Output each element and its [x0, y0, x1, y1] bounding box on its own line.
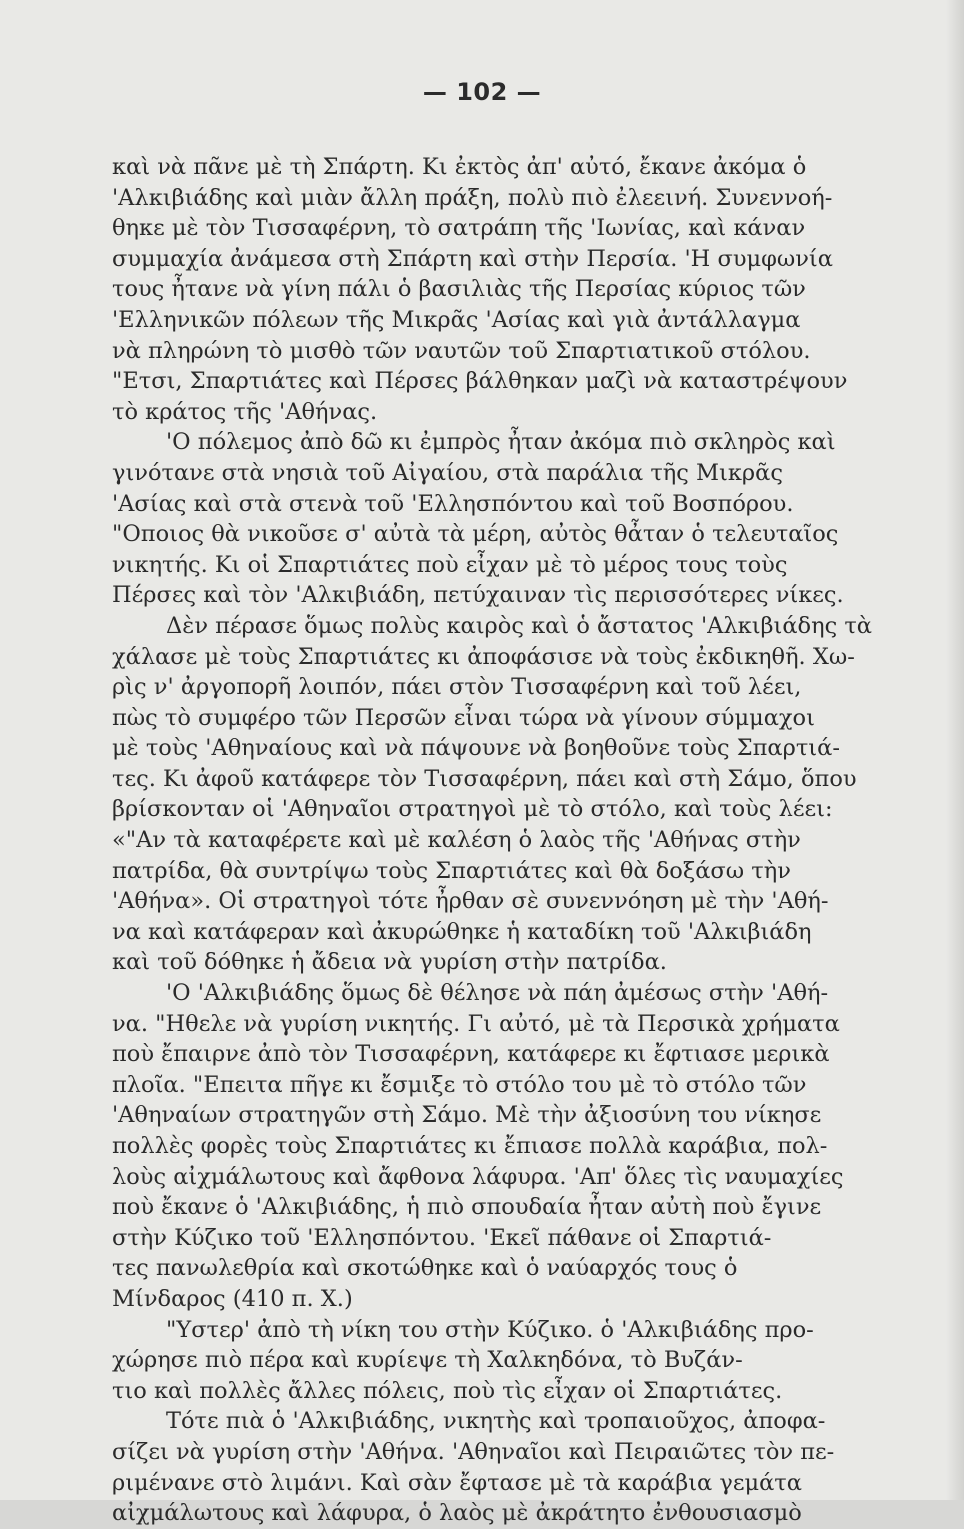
text-line: καὶ νὰ πᾶνε μὲ τὴ Σπάρτη. Κι ἐκτὸς ἀπ' αὐτό, ἔκανε ἀκόμα ὁ [112, 154, 807, 180]
text-line: 'Αθηναίων στρατηγῶν στὴ Σάμο. Μὲ τὴν ἀξιοσύνη του νίκησε [112, 1102, 822, 1129]
text-line: "Ετσι, Σπαρτιάτες καὶ Πέρσες βάλθηκαν μαζὶ νὰ καταστρέψουν [112, 368, 848, 395]
text-line: Τότε πιὰ ὁ 'Αλκιβιάδης, νικητὴς καὶ τροπαιοῦχος, ἀποφα- [166, 1408, 826, 1435]
text-line: πλοῖα. "Επειτα πῆγε κι ἔσμιξε τὸ στόλο του μὲ τὸ στόλο τῶν [112, 1071, 807, 1098]
text-line: τους ἦτανε νὰ γίνη πάλι ὁ βασιλιὰς τῆς Περσίας κύριος τῶν [112, 276, 806, 303]
text-line: λοὺς αἰχμάλωτους καὶ ἄφθονα λάφυρα. 'Απ' ὅλες τὶς ναυμαχίες [112, 1163, 844, 1190]
text-line: μὲ τοὺς 'Αθηναίους καὶ νὰ πάψουνε νὰ βοηθοῦνε τοὺς Σπαρτιά- [112, 735, 840, 762]
text-line: τὸ κράτος τῆς 'Αθήνας. [112, 398, 378, 425]
text-line: 'Αλκιβιάδης καὶ μιὰν ἄλλη πράξη, πολὺ πιὸ ἐλεεινή. Συνεννοή- [112, 184, 833, 211]
text-line: θηκε μὲ τὸν Τισσαφέρνη, τὸ σατράπη τῆς 'Ιωνίας, καὶ κάναν [112, 215, 806, 242]
text-line: σίζει νὰ γυρίση στὴν 'Αθήνα. 'Αθηναῖοι καὶ Πειραιῶτες τὸν πε- [112, 1438, 835, 1465]
text-line: "Οποιος θὰ νικοῦσε σ' αὐτὰ τὰ μέρη, αὐτὸς θἆταν ὁ τελευταῖος [112, 521, 839, 548]
text-line: Δὲν πέρασε ὅμως πολὺς καιρὸς καὶ ὁ ἄστατος 'Αλκιβιάδης τὰ [166, 612, 872, 639]
text-line: αἰχμάλωτους καὶ λάφυρα, ὁ λαὸς μὲ ἀκράτητο ἐνθουσιασμὸ [112, 1500, 802, 1527]
text-line: καὶ τοῦ δόθηκε ἡ ἄδεια νὰ γυρίση στὴν πατρίδα. [112, 949, 667, 976]
text-line: νικητής. Κι οἱ Σπαρτιάτες ποὺ εἶχαν μὲ τὸ μέρος τους τοὺς [112, 551, 788, 578]
text-line: 'Ο πόλεμος ἀπὸ δῶ κι ἐμπρὸς ἦταν ἀκόμα πιὸ σκληρὸς καὶ [166, 429, 836, 456]
text-line: ρὶς ν' ἀργοπορῆ λοιπόν, πάει στὸν Τισσαφέρνη καὶ τοῦ λέει, [112, 674, 802, 701]
text-line: χάλασε μὲ τοὺς Σπαρτιάτες κι ἀποφάσισε νὰ τοὺς ἐκδικηθῆ. Χω- [112, 643, 855, 670]
text-line: νὰ πληρώνη τὸ μισθὸ τῶν ναυτῶν τοῦ Σπαρτιατικοῦ στόλου. [112, 337, 811, 364]
text-line: «"Αν τὰ καταφέρετε καὶ μὲ καλέση ὁ λαὸς τῆς 'Αθήνας στὴν [112, 827, 801, 854]
text-line: Πέρσες καὶ τὸν 'Αλκιβιάδη, πετύχαιναν τὶς περισσότερες νίκες. [112, 582, 844, 609]
text-line: ριμένανε στὸ λιμάνι. Καὶ σὰν ἔφτασε μὲ τὰ καράβια γεμάτα [112, 1469, 802, 1496]
text-line: συμμαχία ἀνάμεσα στὴ Σπάρτη καὶ στὴν Περσία. 'Η συμφωνία [112, 245, 833, 272]
text-line: βρίσκονταν οἱ 'Αθηναῖοι στρατηγοὶ μὲ τὸ στόλο, καὶ τοὺς λέει: [112, 796, 833, 823]
text-line: τιο καὶ πολλὲς ἄλλες πόλεις, ποὺ τὶς εἶχαν οἱ Σπαρτιάτες. [112, 1377, 783, 1404]
text-line: να καὶ κατάφεραν καὶ ἀκυρώθηκε ἡ καταδίκη τοῦ 'Αλκιβιάδη [112, 918, 812, 945]
text-line: χώρησε πιὸ πέρα καὶ κυρίεψε τὴ Χαλκηδόνα, τὸ Βυζάν- [112, 1347, 743, 1374]
text-line: στὴν Κύζικο τοῦ 'Ελλησπόντου. 'Εκεῖ πάθανε οἱ Σπαρτιά- [112, 1224, 772, 1251]
text-line: πολλὲς φορὲς τοὺς Σπαρτιάτες κι ἔπιασε πολλὰ καράβια, πολ- [112, 1133, 828, 1159]
text-line: 'Ασίας καὶ στὰ στενὰ τοῦ 'Ελλησπόντου καὶ τοῦ Βοσπόρου. [112, 490, 794, 517]
text-line: Μίνδαρος (410 π. Χ.) [112, 1285, 353, 1312]
text-line: τες πανωλεθρία καὶ σκοτώθηκε καὶ ὁ ναύαρχός τους ὁ [112, 1255, 738, 1282]
text-line: 'Ελληνικῶν πόλεων τῆς Μικρᾶς 'Ασίας καὶ γιὰ ἀντάλλαγμα [112, 306, 801, 333]
text-line: 'Αθήνα». Οἱ στρατηγοὶ τότε ἦρθαν σὲ συνεννόηση μὲ τὴν 'Αθή- [112, 888, 829, 915]
text-line: 'Ο 'Αλκιβιάδης ὅμως δὲ θέλησε νὰ πάη ἀμέσως στὴν 'Αθή- [166, 980, 829, 1007]
text-line: να. "Ηθελε νὰ γυρίση νικητής. Γι αὐτό, μὲ τὰ Περσικὰ χρήματα [112, 1010, 840, 1037]
text-line: "Υστερ' ἀπὸ τὴ νίκη του στὴν Κύζικο. ὁ 'Αλκιβιάδης προ- [166, 1316, 814, 1343]
text-line: ποὺ ἔπαιρνε ἀπὸ τὸν Τισσαφέρνη, κατάφερε κι ἔφτιασε μερικὰ [112, 1041, 830, 1068]
text-line: ποὺ ἔκανε ὁ 'Αλκιβιάδης, ἡ πιὸ σπουδαία ἦταν αὐτὴ ποὺ ἔγινε [112, 1194, 822, 1221]
page-number: — 102 — [422, 78, 542, 106]
text-line: πατρίδα, θὰ συντρίψω τοὺς Σπαρτιάτες καὶ θὰ δοξάσω τὴν [112, 857, 791, 884]
body-text [112, 152, 922, 1529]
text-line: τες. Κι ἀφοῦ κατάφερε τὸν Τισσαφέρνη, πάει καὶ στὴ Σάμο, ὅπου [112, 765, 857, 792]
text-line: πὼς τὸ συμφέρο τῶν Περσῶν εἶναι τώρα νὰ γίνουν σύμμαχοι [112, 704, 815, 731]
page-edge-shadow [946, 0, 964, 1500]
text-line: γινότανε στὰ νησιὰ τοῦ Αἰγαίου, στὰ παράλια τῆς Μικρᾶς [112, 459, 783, 486]
